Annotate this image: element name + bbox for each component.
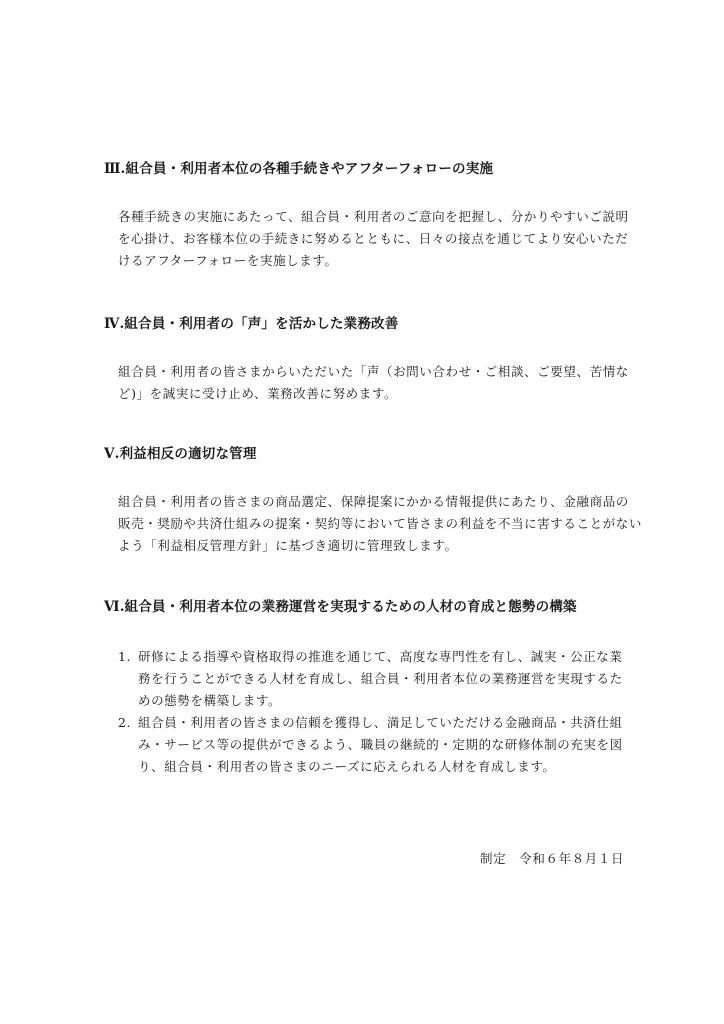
list-line: み・サービス等の提供ができるよう、職員の継続的・定期的な研修体制の充実を図 (138, 737, 623, 752)
body-line: を心掛け、お客様本位の手続きに努めるとともに、日々の接点を通じてより安心いただ (118, 231, 629, 246)
list-number: 2. (118, 715, 132, 730)
list-line: 務を行うことができる人材を育成し、組合員・利用者本位の業務運営を実現するた (138, 671, 623, 686)
body-line: 各種手続きの実施にあたって、組合員・利用者のご意向を把握し、分かりやすいご説明 (118, 209, 629, 224)
list-line: り、組合員・利用者の皆さまのニーズに応えられる人材を育成します。 (138, 759, 556, 774)
body-line: けるアフターフォローを実施します。 (118, 253, 338, 268)
body-line: ど)」を誠実に受け止め、業務改善に努めます。 (118, 386, 398, 401)
body-line: 組合員・利用者の皆さまの商品選定、保障提案にかかる情報提供にあたり、金融商品の (118, 494, 629, 509)
section-heading-6: Ⅵ.組合員・利用者本位の業務運営を実現するための人材の育成と態勢の構築 (104, 599, 577, 615)
body-line: よう「利益相反管理方針」に基づき適切に管理致します。 (118, 538, 458, 553)
section-heading-5: Ⅴ.利益相反の適切な管理 (104, 446, 257, 462)
section-body-5 (118, 491, 643, 557)
enactment-date: 制定 令和６年８月１日 (480, 851, 625, 866)
section-heading-4: Ⅳ.組合員・利用者の「声」を活かした業務改善 (104, 316, 399, 332)
section-body-4 (118, 361, 629, 405)
list-item (118, 712, 623, 778)
section-heading-3: Ⅲ.組合員・利用者本位の各種手続きやアフターフォローの実施 (104, 161, 494, 177)
section-list-6 (118, 646, 623, 778)
list-line: めの態勢を構築します。 (138, 693, 282, 708)
body-line: 販売・奨励や共済仕組みの提案・契約等において皆さまの利益を不当に害することがない (118, 516, 643, 531)
list-line: 研修による指導や資格取得の推進を通じて、高度な専門性を有し、誠実・公正な業 (138, 649, 623, 664)
list-line: 組合員・利用者の皆さまの信頼を獲得し、満足していただける金融商品・共済仕組 (138, 715, 623, 730)
section-body-3 (118, 206, 629, 272)
list-number: 1. (118, 649, 132, 664)
list-item (118, 646, 623, 712)
body-line: 組合員・利用者の皆さまからいただいた「声（お問い合わせ・ご相談、ご要望、苦情な (118, 364, 629, 379)
